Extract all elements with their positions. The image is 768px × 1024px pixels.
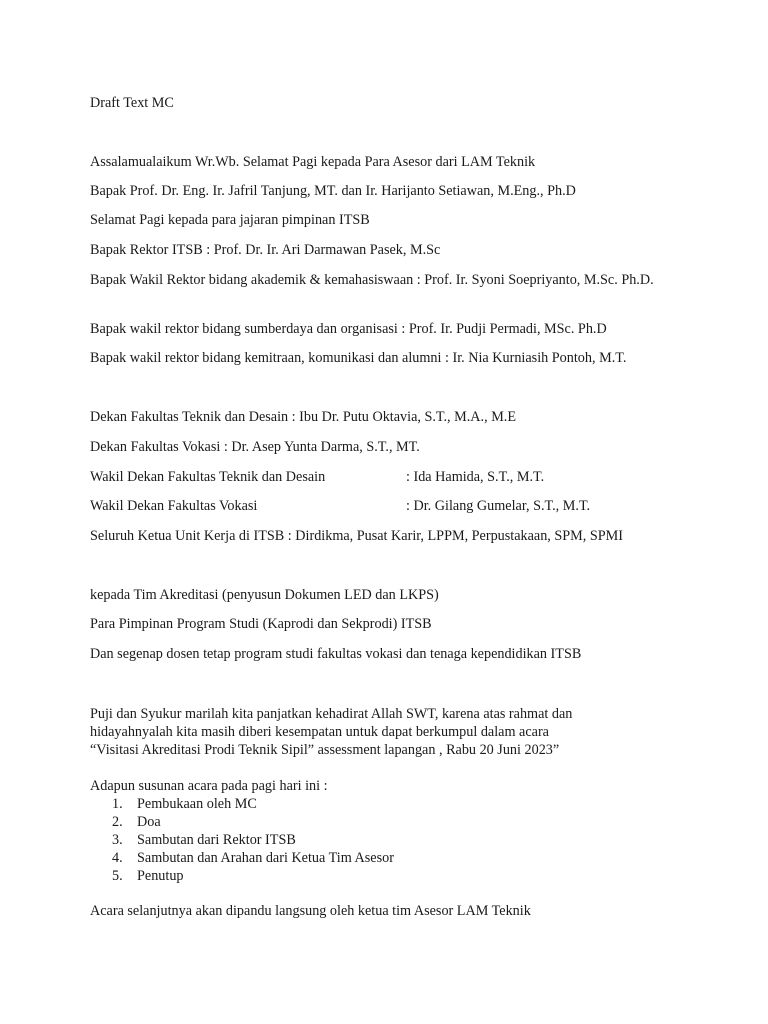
list-item-text: Sambutan dan Arahan dari Ketua Tim Asesor [137,850,394,866]
puji-line-3: “Visitasi Akreditasi Prodi Teknik Sipil” assessment lapangan , Rabu 20 Juni 2023” [90,742,560,758]
unit-kerja-line: Seluruh Ketua Unit Kerja di ITSB : Dirdikma, Pusat Karir, LPPM, Perpustakaan, SPM, SPMI [90,528,624,544]
puji-line-2: hidayahnyalah kita masih diberi kesempatan untuk dapat berkumpul dalam acara [90,724,549,740]
tim-akreditasi-line: kepada Tim Akreditasi (penyusun Dokumen LED dan LKPS) [90,587,439,603]
dosen-line: Dan segenap dosen tetap program studi fakultas vokasi dan tenaga kependidikan ITSB [90,646,582,662]
wadek-ftd-label: Wakil Dekan Fakultas Teknik dan Desain [90,469,326,485]
susunan-intro: Adapun susunan acara pada pagi hari ini : [90,778,328,794]
pimpinan-prodi-line: Para Pimpinan Program Studi (Kaprodi dan Sekprodi) ITSB [90,616,432,632]
asesor-names: Bapak Prof. Dr. Eng. Ir. Jafril Tanjung, MT. dan Ir. Harijanto Setiawan, M.Eng., Ph.D [90,183,576,199]
warek1-line: Bapak Wakil Rektor bidang akademik & kemahasiswaan : Prof. Ir. Syoni Soepriyanto, M.Sc. Ph.D. [90,272,654,288]
list-item-text: Doa [137,814,161,830]
rektor-line: Bapak Rektor ITSB : Prof. Dr. Ir. Ari Darmawan Pasek, M.Sc [90,242,441,258]
wadek-vokasi-label: Wakil Dekan Fakultas Vokasi [90,498,258,514]
list-item-number: 1. [112,796,123,812]
agenda-list [90,795,394,885]
list-item [90,849,394,867]
list-item-text: Sambutan dari Rektor ITSB [137,832,296,848]
list-item-number: 3. [112,832,123,848]
puji-line-1: Puji dan Syukur marilah kita panjatkan kehadirat Allah SWT, karena atas rahmat dan [90,706,573,722]
wadek-vokasi-value: : Dr. Gilang Gumelar, S.T., M.T. [406,498,591,514]
list-item [90,813,394,831]
document-title: Draft Text MC [90,95,174,111]
list-item [90,867,394,885]
list-item-text: Pembukaan oleh MC [137,796,257,812]
warek3-line: Bapak wakil rektor bidang kemitraan, komunikasi dan alumni : Ir. Nia Kurniasih Pontoh, M.T. [90,350,627,366]
list-item-number: 2. [112,814,123,830]
greeting-pimpinan: Selamat Pagi kepada para jajaran pimpinan ITSB [90,212,370,228]
greeting-asesor: Assalamualaikum Wr.Wb. Selamat Pagi kepada Para Asesor dari LAM Teknik [90,154,536,170]
wadek-ftd-value: : Ida Hamida, S.T., M.T. [406,469,545,485]
dekan-vokasi-line: Dekan Fakultas Vokasi : Dr. Asep Yunta Darma, S.T., MT. [90,439,420,455]
list-item [90,795,394,813]
list-item-text: Penutup [137,868,184,884]
list-item-number: 4. [112,850,123,866]
warek2-line: Bapak wakil rektor bidang sumberdaya dan organisasi : Prof. Ir. Pudji Permadi, MSc. Ph.D [90,321,607,337]
list-item-number: 5. [112,868,123,884]
closing-line: Acara selanjutnya akan dipandu langsung oleh ketua tim Asesor LAM Teknik [90,903,531,919]
list-item [90,831,394,849]
dekan-ftd-line: Dekan Fakultas Teknik dan Desain : Ibu Dr. Putu Oktavia, S.T., M.A., M.E [90,409,517,425]
